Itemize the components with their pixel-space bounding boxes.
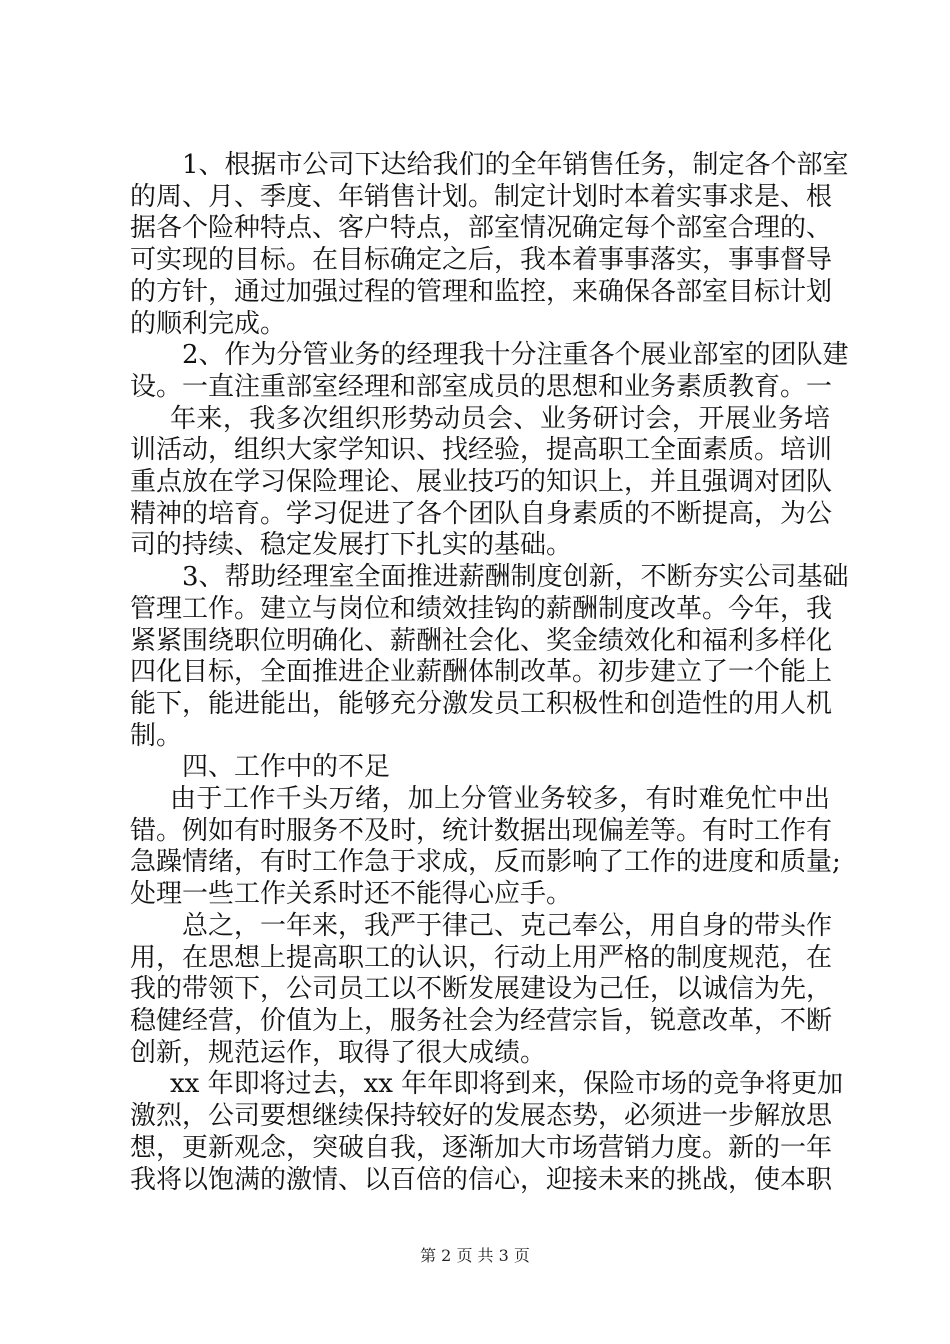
text-line: 四、工作中的不足: [182, 752, 391, 783]
text-line: 司的持续、稳定发展打下扎实的基础。: [130, 530, 573, 561]
text-line: 的周、月、季度、年销售计划。制定计划时本着实事求是、根: [130, 181, 833, 212]
text-line: 错。例如有时服务不及时，统计数据出现偏差等。有时工作有: [130, 815, 833, 846]
text-line: 我的带领下，公司员工以不断发展建设为己任，以诚信为先，: [130, 974, 833, 1005]
text-line: 稳健经营，价值为上，服务社会为经营宗旨，锐意改革，不断: [130, 1005, 833, 1036]
text-line: 紧紧围绕职位明确化、薪酬社会化、奖金绩效化和福利多样化: [130, 625, 833, 656]
text-line: 的顺利完成。: [130, 308, 287, 339]
text-line: 能下，能进能出，能够充分激发员工积极性和创造性的用人机: [130, 688, 833, 719]
text-line: 年来，我多次组织形势动员会、业务研讨会，开展业务培: [170, 403, 830, 434]
text-line: 训活动，组织大家学知识、找经验，提高职工全面素质。培训: [130, 435, 833, 466]
text-line: 1、根据市公司下达给我们的全年销售任务，制定各个部室: [182, 150, 849, 180]
text-line: 由于工作千头万绪，加上分管业务较多，有时难免忙中出: [170, 784, 830, 815]
text-line: 想，更新观念，突破自我，逐渐加大市场营销力度。新的一年: [130, 1132, 833, 1163]
page-footer: 第 2 页 共 3 页: [420, 1246, 530, 1265]
text-line: 用，在思想上提高职工的认识，行动上用严格的制度规范，在: [130, 942, 833, 973]
text-line: 2、作为分管业务的经理我十分注重各个展业部室的团队建: [182, 340, 849, 371]
text-line: 我将以饱满的激情、以百倍的信心，迎接未来的挑战，使本职: [130, 1164, 833, 1195]
document-body: [130, 150, 849, 1196]
text-line: 管理工作。建立与岗位和绩效挂钩的薪酬制度改革。今年，我: [130, 593, 833, 624]
text-line: 激烈，公司要想继续保持较好的发展态势，必须进一步解放思: [130, 1101, 833, 1132]
text-line: 精神的培育。学习促进了各个团队自身素质的不断提高，为公: [130, 498, 833, 529]
text-line: 制。: [130, 720, 183, 751]
text-line: 据各个险种特点、客户特点，部室情况确定每个部室合理的、: [130, 213, 833, 244]
text-line: 处理一些工作关系时还不能得心应手。: [130, 879, 573, 910]
text-line: 急躁情绪，有时工作急于求成，反而影响了工作的进度和质量;: [130, 847, 841, 878]
text-line: 创新，规范运作，取得了很大成绩。: [130, 1037, 547, 1068]
text-line: 重点放在学习保险理论、展业技巧的知识上，并且强调对团队: [130, 467, 833, 498]
text-line: 总之，一年来，我严于律己、克己奉公，用自身的带头作: [182, 910, 833, 941]
text-line: 的方针，通过加强过程的管理和监控，来确保各部室目标计划: [130, 276, 833, 307]
text-line: 可实现的目标。在目标确定之后，我本着事事落实，事事督导: [130, 245, 833, 276]
text-line: 四化目标，全面推进企业薪酬体制改革。初步建立了一个能上: [130, 657, 833, 688]
text-line: xx 年即将过去，xx 年年即将到来，保险市场的竞争将更加: [170, 1069, 844, 1100]
text-line: 3、帮助经理室全面推进薪酬制度创新，不断夯实公司基础: [182, 562, 849, 593]
text-line: 设。一直注重部室经理和部室成员的思想和业务素质教育。一: [130, 371, 833, 402]
